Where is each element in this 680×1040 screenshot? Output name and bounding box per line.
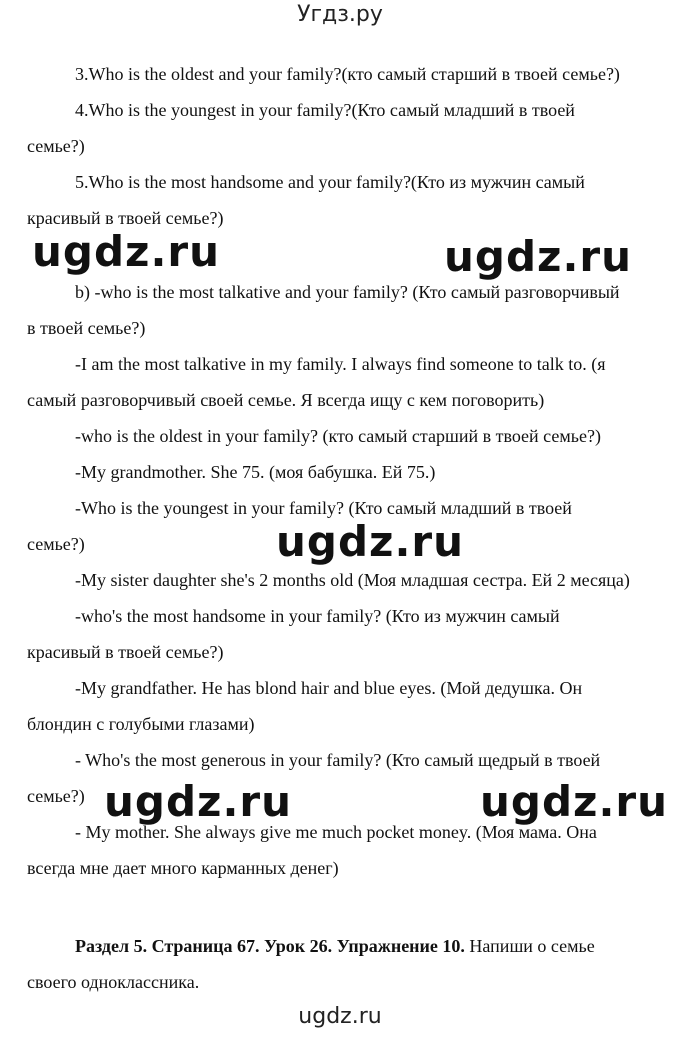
answer-text (27, 56, 657, 886)
site-header-title: Угдз.ру (297, 2, 383, 27)
text-line: -My grandfather. He has blond hair and blue eyes. (Мой дедушка. Он (75, 678, 583, 698)
text-line: - My mother. She always give me much pocket money. (Моя мама. Она (75, 822, 597, 842)
exercise-instruction-cont: своего одноклассника. (27, 972, 200, 992)
text-line: -who's the most handsome in your family? (Кто из мужчин самый (75, 606, 560, 626)
text-line: в твоей семье?) (27, 318, 146, 338)
exercise-instruction: Напиши о семье (464, 936, 595, 956)
text-line: 5.Who is the most handsome and your family?(Кто из мужчин самый (75, 172, 585, 192)
site-footer-link[interactable]: ugdz.ru (298, 1004, 382, 1029)
next-exercise-heading (27, 928, 657, 1000)
text-line: -who is the oldest in your family? (кто самый старший в твоей семье?) (75, 426, 601, 446)
text-line: b) -who is the most talkative and your family? (Кто самый разговорчивый (75, 282, 620, 302)
watermark-logo: ugdz.ru (32, 227, 221, 276)
text-line: 3.Who is the oldest and your family?(кто самый старший в твоей семье?) (75, 64, 620, 84)
text-line: красивый в твоей семье?) (27, 642, 224, 662)
text-line: -My grandmother. She 75. (моя бабушка. Ей 75.) (75, 462, 436, 482)
watermark-logo: ugdz.ru (276, 517, 465, 566)
text-line: самый разговорчивый своей семье. Я всегда ищу с кем поговорить) (27, 390, 545, 410)
text-line: семье?) (27, 786, 85, 806)
watermark-logo: ugdz.ru (444, 232, 633, 281)
text-line: семье?) (27, 534, 85, 554)
text-line: -I am the most talkative in my family. I always find someone to talk to. (я (75, 354, 606, 374)
exercise-reference: Раздел 5. Страница 67. Урок 26. Упражнение 10. (75, 936, 465, 956)
text-line: -My sister daughter she's 2 months old (Моя младшая сестра. Ей 2 месяца) (75, 570, 630, 590)
text-line: блондин с голубыми глазами) (27, 714, 255, 734)
text-line: красивый в твоей семье?) (27, 208, 224, 228)
text-line: - Who's the most generous in your family? (Кто самый щедрый в твоей (75, 750, 601, 770)
text-line: 4.Who is the youngest in your family?(Кто самый младший в твоей (75, 100, 575, 120)
exercise-title-line (27, 928, 657, 964)
text-line: семье?) (27, 136, 85, 156)
watermark-logo: ugdz.ru (480, 777, 669, 826)
watermark-logo: ugdz.ru (104, 777, 293, 826)
text-line: -Who is the youngest in your family? (Кто самый младший в твоей (75, 498, 572, 518)
text-line: всегда мне дает много карманных денег) (27, 858, 339, 878)
